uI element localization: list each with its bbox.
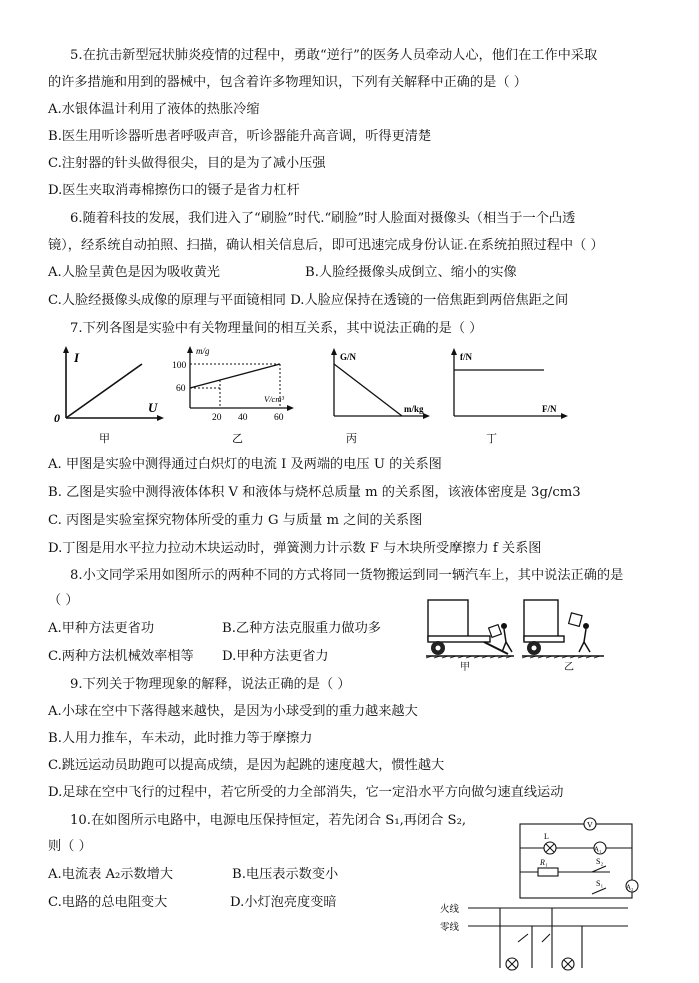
- q8-option-d: D.甲种方法更省力: [222, 649, 329, 664]
- q7-jia-origin: 0: [54, 411, 60, 425]
- switch-icon: [592, 866, 606, 872]
- q8-figure: [424, 596, 614, 672]
- q10-label-s1: S₁: [596, 879, 604, 888]
- q7-ding-caption: 丁: [486, 433, 497, 445]
- q7-graph-bing: [318, 346, 436, 448]
- q7-jia-xlabel: U: [148, 400, 158, 415]
- q7-yi-xtick-40: 40: [238, 413, 248, 423]
- q7-yi-caption: 乙: [232, 433, 243, 445]
- q5-stem-line1: 5.在抗击新型冠状肺炎疫情的过程中，勇敢“逆行”的医务人员牵动人心，他们在工作中采取: [70, 48, 598, 63]
- q10-stem-line1: 10.在如图所示电路中，电源电压保持恒定，若先闭合 S₁,再闭合 S₂,: [70, 813, 467, 828]
- q7-graph-jia: [52, 346, 172, 446]
- q8-stem-line2: （ ）: [48, 593, 79, 608]
- q7-yi-ytick-60: 60: [176, 384, 186, 394]
- q9-option-c: C.跳远运动员助跑可以提高成绩，是因为起跳的速度越大，惯性越大: [48, 758, 445, 773]
- q7-option-b: B. 乙图是实验中测得液体体积 V 和液体与烧杯总质量 m 的关系图，该液体密度是 3g/cm3: [48, 485, 581, 500]
- q6-option-cd: C.人脸经摄像头成像的原理与平面镜相同 D.人脸应保持在透镜的一倍焦距到两倍焦距之间: [48, 293, 569, 308]
- truck-yi-body: [524, 600, 558, 640]
- q10-option-d: D.小灯泡亮度变暗: [230, 895, 337, 910]
- q7-ding-ylabel: f/N: [460, 352, 472, 362]
- q7-bing-ylabel: G/N: [340, 352, 357, 362]
- q7-graph-yi: [170, 344, 300, 448]
- q8-label-yi: 乙: [564, 662, 574, 672]
- q10-circuit: [510, 812, 650, 904]
- q7-jia-caption: 甲: [99, 433, 110, 445]
- q10-label-fire: 火线: [440, 905, 460, 915]
- q10-label-l: L: [544, 832, 549, 841]
- q5-stem-line2: 的许多措施和用到的器械中，包含着许多物理知识，下列有关解释中正确的是（ ）: [48, 75, 527, 90]
- q9-option-d: D.足球在空中飞行的过程中，若它所受的力全部消失，它一定沿水平方向做匀速直线运动: [48, 785, 564, 800]
- q10-option-a: A.电流表 A₂示数增大: [48, 867, 174, 882]
- switch-icon: [542, 934, 550, 942]
- q7-option-c: C. 丙图是实验室探究物体所受的重力 G 与质量 m 之间的关系图: [48, 513, 423, 528]
- q9-stem: 9.下列关于物理现象的解释，说法正确的是（ ）: [70, 677, 351, 692]
- worker-icon: [583, 623, 589, 629]
- q10-stem-line2: 则（ ）: [48, 839, 92, 854]
- q10-household-circuit: [432, 898, 632, 980]
- q7-bing-xlabel: m/kg: [404, 404, 424, 414]
- q7-ding-xlabel: F/N: [542, 404, 557, 414]
- q6-option-b: B.人脸经摄像头成倒立、缩小的实像: [305, 265, 517, 280]
- q10-label-zero: 零线: [440, 923, 460, 933]
- q9-option-b: B.人用力推车，车未动，此时推力等于摩擦力: [48, 731, 313, 746]
- q5-option-c: C.注射器的针头做得很尖，目的是为了减小压强: [48, 156, 326, 171]
- q10-label-a2: A₂: [626, 883, 634, 892]
- q7-yi-ytick-100: 100: [172, 361, 187, 371]
- q5-option-a: A.水银体温计利用了液体的热胀冷缩: [48, 102, 260, 117]
- resistor-icon: [538, 868, 558, 876]
- q5-option-b: B.医生用听诊器听患者呼吸声音，听诊器能升高音调，听得更清楚: [48, 129, 432, 144]
- q6-stem-line2: 镜），经系统自动拍照、扫描，确认相关信息后，即可迅速完成身份认证.在系统拍照过程中（ ）: [48, 238, 604, 253]
- q6-option-a: A.人脸呈黄色是因为吸收黄光: [48, 265, 220, 280]
- q10-label-a1: A₁: [594, 845, 602, 854]
- q8-label-jia: 甲: [460, 662, 470, 672]
- q10-label-s2: S₂: [596, 857, 604, 866]
- q7-option-d: D.丁图是用水平拉力拉动木块运动时，弹簧测力计示数 F 与木块所受摩擦力 f 关系图: [48, 541, 542, 556]
- q8-option-a: A.甲种方法更省功: [48, 621, 155, 636]
- q10-label-v: V: [587, 820, 593, 830]
- q7-yi-ylabel: m/g: [196, 346, 210, 356]
- q7-yi-xtick-60: 60: [274, 413, 284, 423]
- q5-option-d: D.医生夹取消毒棉擦伤口的镊子是省力杠杆: [48, 183, 300, 198]
- q10-option-c: C.电路的总电阻变大: [48, 895, 168, 910]
- q7-yi-xtick-20: 20: [212, 413, 222, 423]
- switch-icon: [592, 888, 606, 894]
- q8-option-c: C.两种方法机械效率相等: [48, 649, 194, 664]
- q6-stem-line1: 6.随着科技的发展，我们进入了“刷脸”时代.“刷脸”时人脸面对摄像头（相当于一个凸透: [70, 211, 576, 226]
- q7-jia-ylabel: I: [74, 350, 80, 365]
- q10-option-b: B.电压表示数变小: [232, 867, 339, 882]
- q8-stem-line1: 8.小文同学采用如图所示的两种不同的方式将同一货物搬运到同一辆汽车上，其中说法正确的是: [70, 568, 624, 583]
- truck-jia-body: [428, 600, 468, 640]
- q7-yi-xlabel: V/cm³: [264, 394, 285, 404]
- q8-option-b: B.乙种方法克服重力做功多: [222, 621, 381, 636]
- switch-icon: [518, 934, 528, 942]
- q9-option-a: A.小球在空中下落得越来越快，是因为小球受到的重力越来越大: [48, 704, 418, 719]
- q10-label-r1: R₁: [540, 858, 548, 867]
- q7-stem: 7.下列各图是实验中有关物理量间的相互关系，其中说法正确的是（ ）: [70, 321, 483, 336]
- q7-bing-caption: 丙: [346, 433, 357, 445]
- q7-option-a: A. 甲图是实验中测得通过白炽灯的电流 I 及两端的电压 U 的关系图: [48, 457, 442, 472]
- worker-icon: [501, 623, 507, 629]
- q7-graph-ding: [440, 346, 580, 448]
